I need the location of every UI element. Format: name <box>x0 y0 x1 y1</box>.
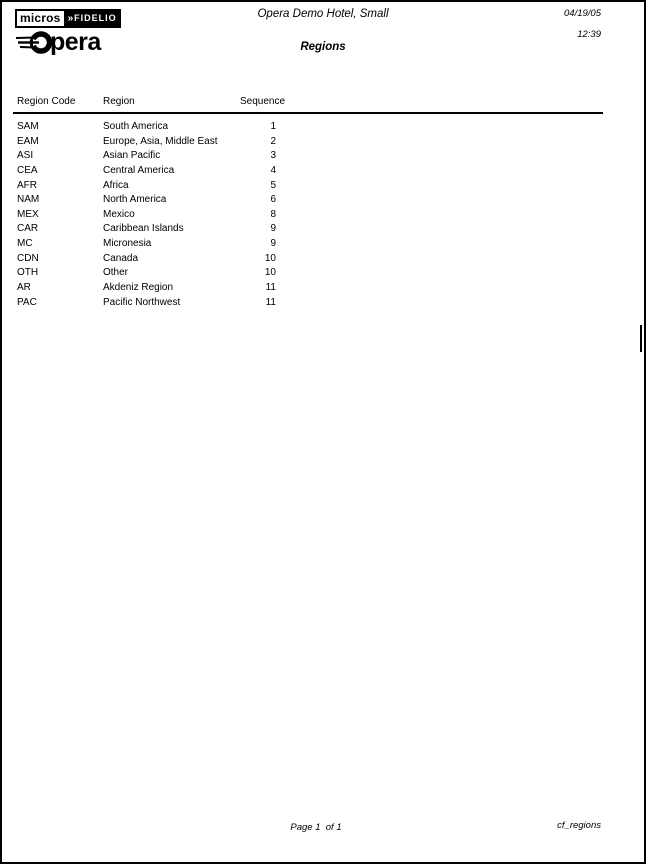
sequence-cell: 10 <box>264 267 276 279</box>
sequence-cell: 1 <box>270 121 276 132</box>
table-row <box>17 223 307 238</box>
report-date: 04/19/05 <box>564 8 601 19</box>
region-code-cell: EAM <box>17 135 39 147</box>
report-id: cf_regions <box>557 820 601 831</box>
table-row <box>17 297 307 312</box>
region-name-cell: Canada <box>103 252 139 264</box>
region-name-cell: Caribbean Islands <box>103 223 184 235</box>
fidelio-arrow-icon: » <box>67 13 74 24</box>
table-row <box>17 238 307 253</box>
table-row <box>17 180 307 195</box>
column-header-region-code: Region Code <box>17 96 76 107</box>
region-name-cell: Akdeniz Region <box>103 282 174 294</box>
sequence-cell: 11 <box>265 296 276 308</box>
sequence-cell: 11 <box>265 282 276 294</box>
region-code-cell: OTH <box>17 267 39 279</box>
table-row <box>17 253 307 268</box>
sequence-cell: 9 <box>270 223 276 235</box>
region-name-cell: North America <box>103 194 167 206</box>
table-row <box>17 194 307 209</box>
table-row <box>17 267 307 282</box>
page-number: Page 1 of 1 <box>290 822 342 833</box>
header-divider-line <box>13 112 603 114</box>
table-row <box>17 209 307 224</box>
report-subtitle: Regions <box>300 41 346 53</box>
table-header-row <box>17 96 285 107</box>
region-name-cell: Micronesia <box>103 238 152 250</box>
table-row <box>17 165 307 180</box>
region-code-cell: SAM <box>17 121 39 132</box>
report-time: 12:39 <box>577 29 601 40</box>
sequence-cell: 10 <box>264 252 276 264</box>
fidelio-label: FIDELIO <box>74 13 117 23</box>
region-code-cell: PAC <box>17 296 37 308</box>
region-code-cell: CDN <box>17 252 39 264</box>
sequence-cell: 5 <box>270 179 276 191</box>
table-row <box>17 150 307 165</box>
region-code-cell: MEX <box>17 208 39 220</box>
region-code-cell: AFR <box>17 179 37 191</box>
scrollbar-thumb[interactable] <box>640 325 642 352</box>
report-title: Opera Demo Hotel, Small <box>257 8 389 20</box>
column-header-region: Region <box>103 96 135 107</box>
region-name-cell: Pacific Northwest <box>103 296 181 308</box>
opera-logo-text: pera <box>50 28 101 56</box>
sequence-cell: 4 <box>270 164 276 176</box>
region-name-cell: Mexico <box>103 208 135 220</box>
region-name-cell: Asian Pacific <box>103 150 161 162</box>
sequence-cell: 8 <box>270 208 276 220</box>
region-name-cell: Other <box>103 267 129 279</box>
table-row <box>17 121 307 136</box>
regions-table <box>17 121 307 311</box>
micros-logo-text: micros <box>15 9 66 28</box>
region-code-cell: CAR <box>17 223 39 235</box>
region-name-cell: Africa <box>103 179 129 191</box>
sequence-cell: 3 <box>270 150 276 162</box>
sequence-cell: 2 <box>270 135 276 147</box>
region-code-cell: ASI <box>17 150 34 162</box>
table-row <box>17 282 307 297</box>
region-name-cell: Central America <box>103 164 175 176</box>
sequence-cell: 6 <box>270 194 276 206</box>
table-row <box>17 136 307 151</box>
region-name-cell: South America <box>103 121 169 132</box>
column-header-sequence: Sequence <box>240 96 286 107</box>
region-code-cell: AR <box>17 282 31 294</box>
region-code-cell: CEA <box>17 164 38 176</box>
region-code-cell: NAM <box>17 194 40 206</box>
region-name-cell: Europe, Asia, Middle East <box>103 135 218 147</box>
sequence-cell: 9 <box>270 238 276 250</box>
region-code-cell: MC <box>17 238 33 250</box>
